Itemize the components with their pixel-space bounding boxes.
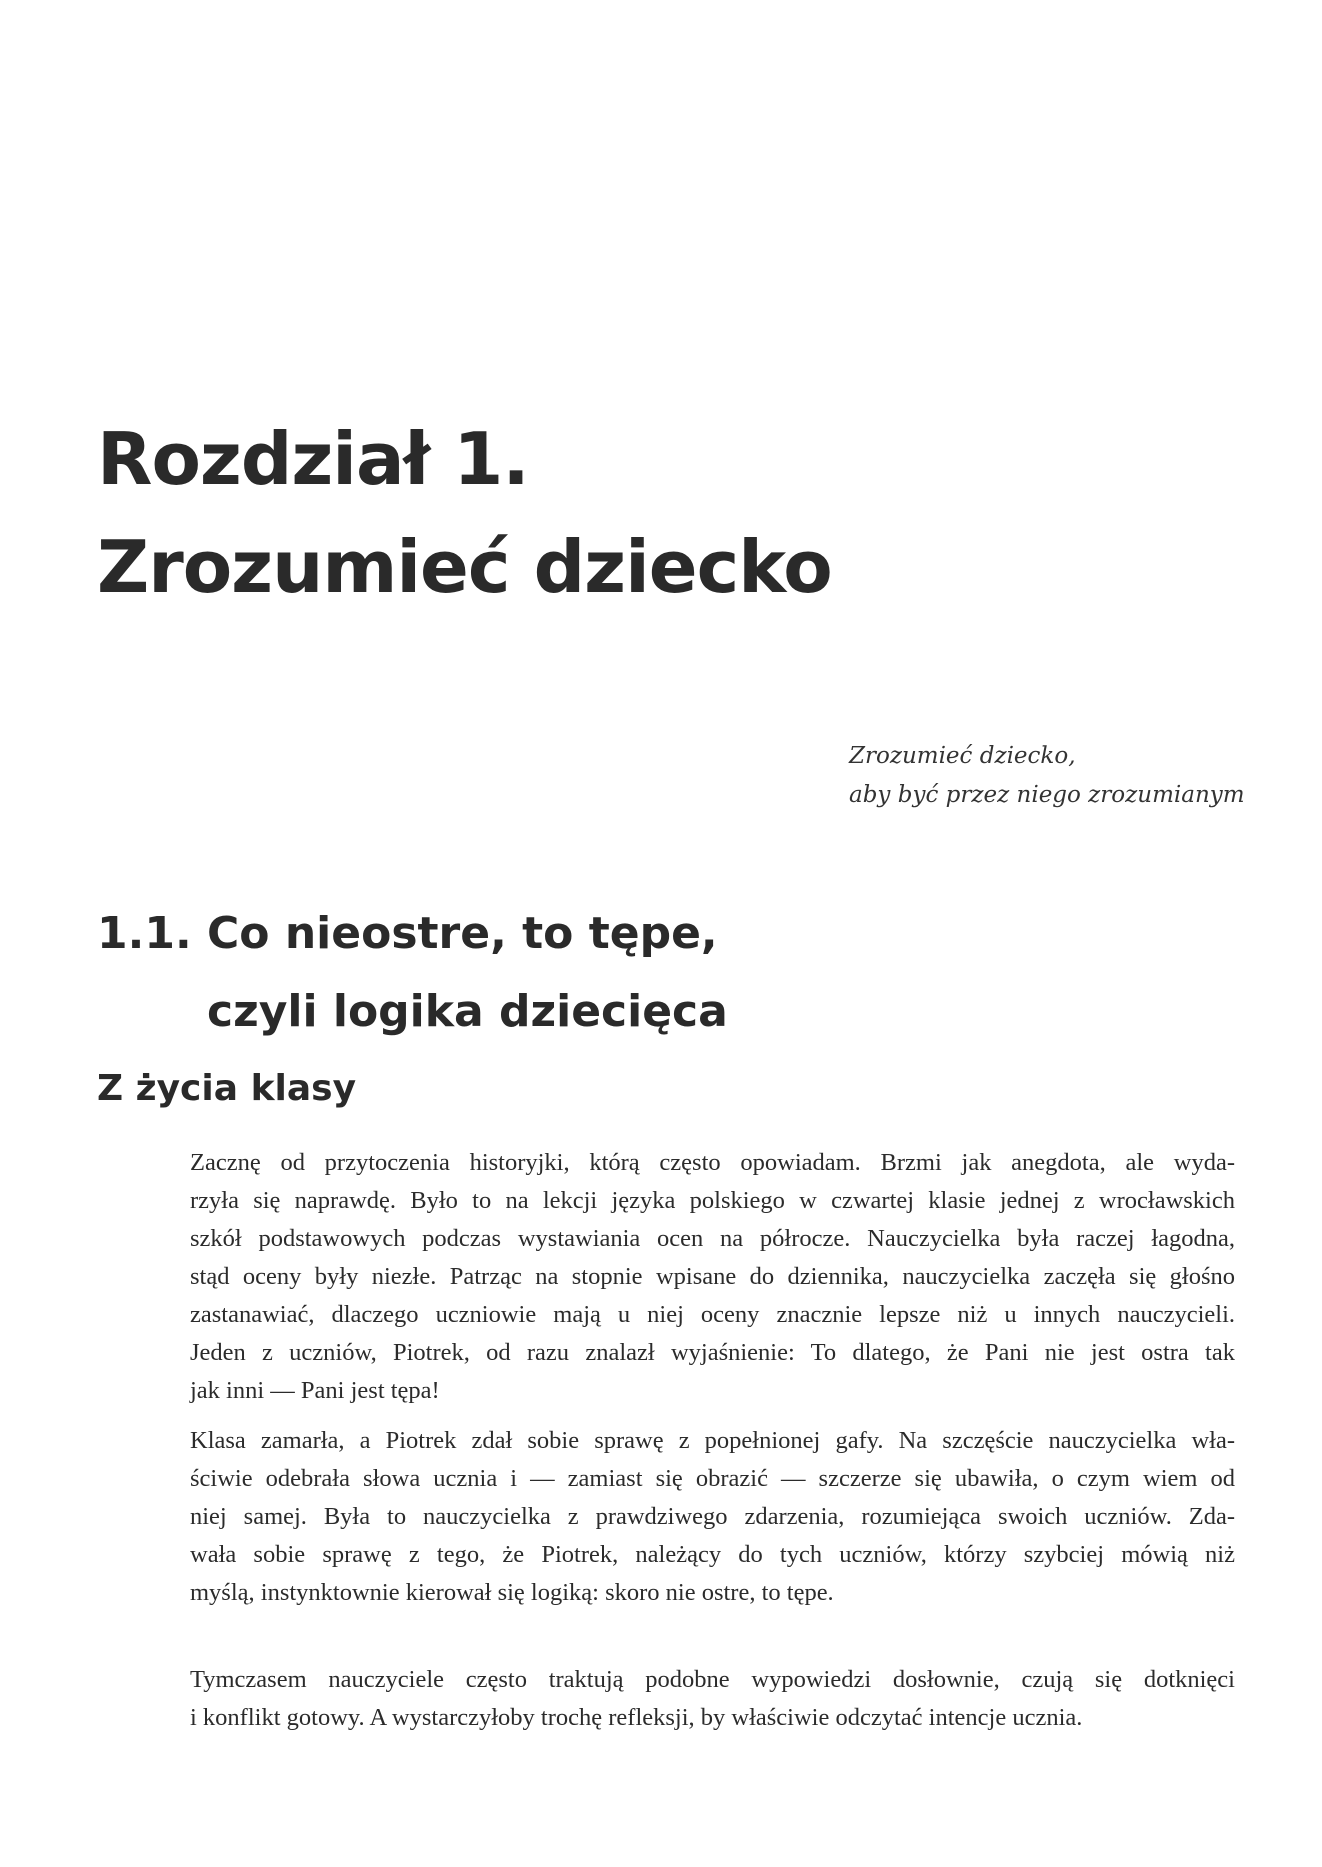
- chapter-title: [97, 405, 832, 621]
- subsection-title: Z życia klasy: [97, 1068, 357, 1109]
- paragraph-line: stąd oceny były niezłe. Patrząc na stopnie wpisane do dziennika, nauczycielka zaczęła się głośno: [190, 1263, 1235, 1290]
- section-title-line-1: Co nieostre, to tępe,: [207, 908, 718, 959]
- paragraph-line: rzyła się naprawdę. Było to na lekcji języka polskiego w czwartej klasie jednej z wrocławskich: [190, 1187, 1235, 1214]
- epigraph-line-1: Zrozumieć dziecko,: [849, 743, 1076, 769]
- paragraph-line: i konflikt gotowy. A wystarczyłoby trochę refleksji, by właściwie odczytać intencje ucznia.: [190, 1704, 1083, 1731]
- paragraph-line: myślą, instynktownie kierował się logiką: skoro nie ostre, to tępe.: [190, 1579, 834, 1606]
- chapter-title-line-2: Zrozumieć dziecko: [97, 525, 832, 609]
- paragraph-3: [190, 1661, 1235, 1737]
- paragraph-2: [190, 1422, 1235, 1612]
- paragraph-line: wała sobie sprawę z tego, że Piotrek, należący do tych uczniów, którzy szybciej mówią niż: [190, 1541, 1235, 1568]
- section-title: [97, 895, 728, 1051]
- chapter-title-line-1: Rozdział 1.: [97, 417, 529, 501]
- paragraph-line: Tymczasem nauczyciele często traktują podobne wypowiedzi dosłownie, czują się dotknięci: [190, 1666, 1235, 1693]
- paragraph-line: jak inni — Pani jest tępa!: [190, 1377, 440, 1404]
- paragraph-line: ściwie odebrała słowa ucznia i — zamiast się obrazić — szczerze się ubawiła, o czym wiem od: [190, 1465, 1235, 1492]
- epigraph-line-2: aby być przez niego zrozumianym: [849, 782, 1245, 808]
- paragraph-line: Jeden z uczniów, Piotrek, od razu znalazł wyjaśnienie: To dlatego, że Pani nie jest ostra tak: [190, 1339, 1235, 1366]
- section-title-line-2: czyli logika dziecięca: [207, 986, 728, 1037]
- paragraph-line: zastanawiać, dlaczego uczniowie mają u niej oceny znacznie lepsze niż u innych nauczycieli.: [190, 1301, 1235, 1328]
- paragraph-line: niej samej. Była to nauczycielka z prawdziwego zdarzenia, rozumiejąca swoich uczniów. Zda-: [190, 1503, 1235, 1530]
- paragraph-line: Klasa zamarła, a Piotrek zdał sobie sprawę z popełnionej gafy. Na szczęście nauczycielka wła-: [190, 1427, 1235, 1454]
- paragraph-1: [190, 1144, 1235, 1410]
- section-number: 1.1.: [97, 908, 192, 959]
- paragraph-line: Zacznę od przytoczenia historyjki, którą często opowiadam. Brzmi jak anegdota, ale wyda-: [190, 1149, 1235, 1176]
- paragraph-line: szkół podstawowych podczas wystawiania ocen na półrocze. Nauczycielka była raczej łagodna,: [190, 1225, 1235, 1252]
- epigraph: [849, 737, 1245, 815]
